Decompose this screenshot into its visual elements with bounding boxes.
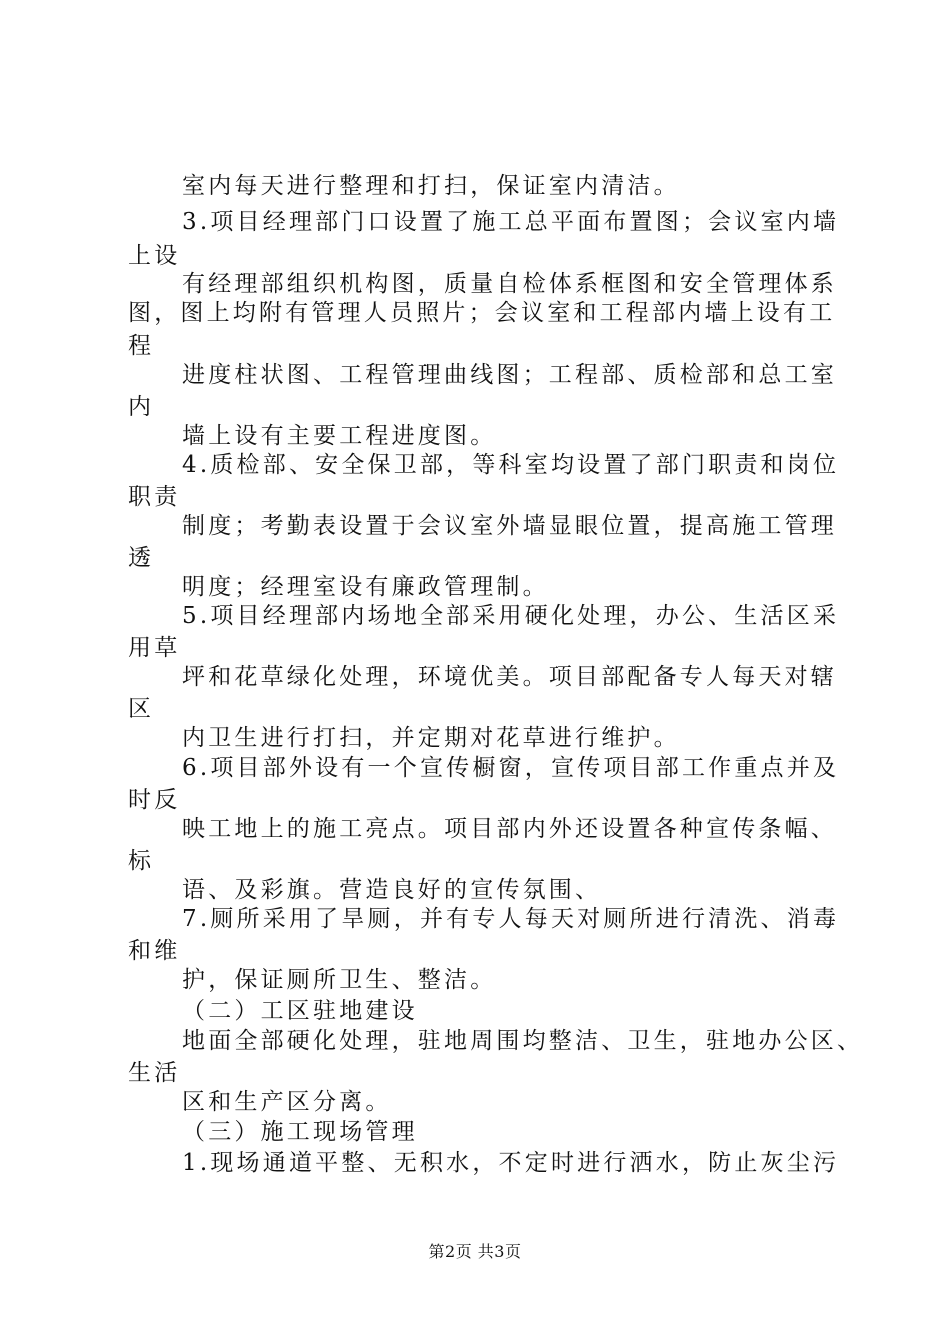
- text-line: 墙上设有主要工程进度图。: [182, 423, 497, 449]
- text-line: 1.现场通道平整、无积水，不定时进行洒水，防止灰尘污: [182, 1150, 840, 1176]
- text-line: 有经理部组织机构图，质量自检体系框图和安全管理体系: [182, 271, 837, 297]
- text-line: （三）施工现场管理: [182, 1119, 418, 1145]
- text-line: 上设: [128, 243, 181, 269]
- text-line: 和维: [128, 938, 181, 964]
- text-line: 地面全部硬化处理，驻地周围均整洁、卫生，驻地办公区、: [182, 1028, 864, 1054]
- text-line: 区: [128, 696, 155, 722]
- text-line: 标: [128, 848, 155, 874]
- text-line: 进度柱状图、工程管理曲线图；工程部、质检部和总工室: [182, 362, 837, 388]
- text-line: 生活: [128, 1060, 181, 1086]
- text-line: 用草: [128, 635, 181, 661]
- text-line: 程: [128, 333, 155, 359]
- text-line: 护，保证厕所卫生、整洁。: [182, 967, 497, 993]
- text-line: 5.项目经理部内场地全部采用硬化处理，办公、生活区采: [182, 603, 840, 629]
- text-line: 职责: [128, 484, 181, 510]
- text-line: 6.项目部外设有一个宣传橱窗，宣传项目部工作重点并及: [182, 755, 840, 781]
- text-line: （二）工区驻地建设: [182, 998, 418, 1024]
- text-line: 7.厕所采用了旱厕，并有专人每天对厕所进行清洗、消毒: [182, 906, 840, 932]
- text-line: 映工地上的施工亮点。项目部内外还设置各种宣传条幅、: [182, 816, 837, 842]
- text-line: 图，图上均附有管理人员照片；会议室和工程部内墙上设有工: [128, 300, 836, 326]
- text-line: 内卫生进行打扫，并定期对花草进行维护。: [182, 725, 680, 751]
- text-line: 区和生产区分离。: [182, 1089, 392, 1115]
- text-line: 透: [128, 545, 155, 571]
- text-line: 明度；经理室设有廉政管理制。: [182, 574, 549, 600]
- text-line: 坪和花草绿化处理，环境优美。项目部配备专人每天对辖: [182, 664, 837, 690]
- page-footer: [0, 1242, 950, 1262]
- text-line: 内: [128, 394, 155, 420]
- text-line: 时反: [128, 787, 181, 813]
- text-line: 语、及彩旗。营造良好的宣传氛围、: [182, 877, 602, 903]
- text-line: 制度；考勤表设置于会议室外墙显眼位置，提高施工管理: [182, 513, 837, 539]
- text-line: 室内每天进行整理和打扫，保证室内清洁。: [182, 173, 680, 199]
- page-number-label: 第2页 共3页: [428, 1242, 522, 1261]
- text-line: 3.项目经理部门口设置了施工总平面布置图；会议室内墙: [182, 209, 840, 235]
- text-line: 4.质检部、安全保卫部，等科室均设置了部门职责和岗位: [182, 452, 840, 478]
